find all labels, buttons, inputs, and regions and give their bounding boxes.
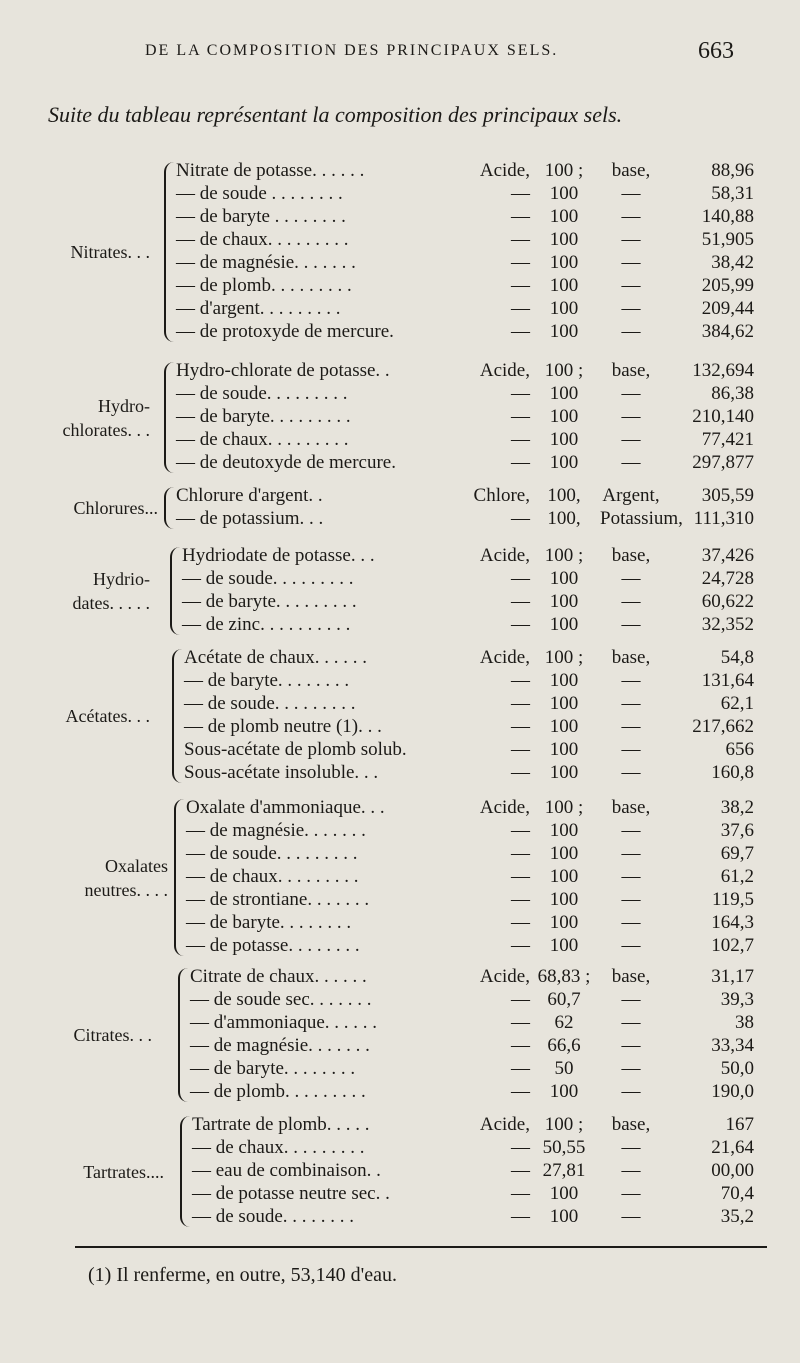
table-row — [0, 383, 800, 406]
table-row — [0, 452, 800, 475]
salt-name: — de soude. . . . . . . . . — [184, 693, 356, 714]
acid-value: 50 — [554, 1058, 574, 1079]
acid-value: 60,7 — [547, 989, 581, 1010]
base-value: 69,7 — [720, 843, 754, 864]
base-value: 164,3 — [711, 912, 754, 933]
table-row — [0, 183, 800, 206]
acid-value: 100 — [549, 912, 579, 933]
acid-value: 50,55 — [542, 1137, 586, 1158]
salt-name: — de chaux. . . . . . . . . — [192, 1137, 365, 1158]
acid-label: Chlore, — [473, 485, 530, 506]
salt-name: Sous-acétate de plomb solub. — [184, 739, 407, 760]
acid-value: 100 — [549, 716, 579, 737]
acid-label: — — [511, 935, 530, 956]
table-row — [0, 429, 800, 452]
table-row — [0, 1035, 800, 1058]
acid-label: — — [511, 508, 530, 529]
salt-name: — de potasse neutre sec. . — [192, 1183, 390, 1204]
group-label: Chlorures... — [73, 498, 158, 518]
salt-name: — de deutoxyde de mercure. — [176, 452, 396, 473]
table-row — [0, 989, 800, 1012]
acid-value: 100 — [549, 183, 579, 204]
acid-value: 100 ; — [544, 647, 584, 668]
base-label: — — [621, 1206, 641, 1227]
table-row — [0, 275, 800, 298]
base-value: 656 — [725, 739, 754, 760]
salt-name: — de magnésie. . . . . . . — [190, 1035, 370, 1056]
base-value: 111,310 — [693, 508, 754, 529]
acid-value: 100 ; — [544, 797, 584, 818]
table-row — [0, 206, 800, 229]
acid-value: 100 ; — [544, 545, 584, 566]
acid-label: — — [511, 843, 530, 864]
base-label: — — [621, 183, 641, 204]
base-value: 297,877 — [692, 452, 754, 473]
base-value: 38 — [735, 1012, 754, 1033]
base-label: base, — [611, 545, 651, 566]
base-value: 384,62 — [701, 321, 754, 342]
base-label: — — [621, 383, 641, 404]
acid-value: 100 — [549, 406, 579, 427]
base-label: — — [621, 820, 641, 841]
salt-name: — de soude. . . . . . . . — [192, 1206, 355, 1227]
base-value: 167 — [725, 1114, 754, 1135]
acid-label: — — [511, 889, 530, 910]
base-label: — — [621, 1035, 641, 1056]
acid-label: — — [511, 452, 530, 473]
base-label: — — [621, 1137, 641, 1158]
base-label: — — [621, 716, 641, 737]
acid-label: — — [511, 1081, 530, 1102]
table-row — [0, 568, 800, 591]
base-value: 70,4 — [720, 1183, 754, 1204]
salt-name: — de potassium. . . — [176, 508, 324, 529]
base-value: 61,2 — [720, 866, 754, 887]
salt-name: — de baryte. . . . . . . . . — [182, 591, 357, 612]
table-row — [0, 820, 800, 843]
base-label: — — [621, 843, 641, 864]
base-value: 102,7 — [711, 935, 754, 956]
base-label: — — [621, 912, 641, 933]
base-label: Potassium, — [600, 508, 683, 529]
salt-name: Oxalate d'ammoniaque. . . — [186, 797, 385, 818]
base-value: 190,0 — [711, 1081, 754, 1102]
table-row — [0, 966, 800, 989]
base-value: 54,8 — [720, 647, 754, 668]
base-label: base, — [611, 1114, 651, 1135]
acid-label: — — [511, 591, 530, 612]
group-label: Hydro- chlorates. . . — [62, 396, 150, 440]
salt-name: Tartrate de plomb. . . . . — [192, 1114, 370, 1135]
acid-label: Acide, — [479, 797, 530, 818]
base-value: 62,1 — [720, 693, 754, 714]
base-label: — — [621, 1058, 641, 1079]
table-row — [0, 912, 800, 935]
salt-name: — de chaux. . . . . . . . . — [176, 429, 349, 450]
footnote: (1) Il renferme, en outre, 53,140 d'eau. — [88, 1264, 398, 1286]
group-label: Oxalates neutres. . . . — [84, 856, 168, 900]
salt-name: — d'argent. . . . . . . . . — [176, 298, 341, 319]
acid-value: 100 — [549, 298, 579, 319]
salt-name: — de soude sec. . . . . . . — [190, 989, 372, 1010]
salt-name: — de strontiane. . . . . . . — [186, 889, 370, 910]
acid-label: — — [511, 568, 530, 589]
acid-label: — — [511, 614, 530, 635]
acid-label: — — [511, 670, 530, 691]
footnote-rule — [75, 1246, 767, 1248]
group-label: Tartrates.... — [83, 1162, 164, 1182]
acid-label: — — [511, 1206, 530, 1227]
acid-value: 100 — [549, 739, 579, 760]
acid-value: 100 — [549, 693, 579, 714]
acid-value: 100, — [547, 485, 581, 506]
base-label: — — [621, 693, 641, 714]
table-row — [0, 485, 800, 508]
table-row — [0, 647, 800, 670]
base-label: — — [621, 568, 641, 589]
acid-value: 100 — [549, 1206, 579, 1227]
acid-label: — — [511, 383, 530, 404]
base-value: 35,2 — [720, 1206, 754, 1227]
acid-label: — — [511, 406, 530, 427]
acid-label: — — [511, 321, 530, 342]
base-label: base, — [611, 797, 651, 818]
base-label: — — [621, 1183, 641, 1204]
base-value: 31,17 — [711, 966, 754, 987]
page-header — [0, 38, 800, 68]
base-value: 132,694 — [692, 360, 754, 381]
base-value: 00,00 — [711, 1160, 754, 1181]
acid-label: — — [511, 989, 530, 1010]
acid-label: — — [511, 820, 530, 841]
acid-value: 100 — [549, 820, 579, 841]
base-label: base, — [611, 966, 651, 987]
base-value: 32,352 — [701, 614, 754, 635]
salt-name: — de baryte. . . . . . . . — [184, 670, 350, 691]
base-label: — — [621, 591, 641, 612]
table-row — [0, 614, 800, 637]
salt-name: — de soude. . . . . . . . . — [186, 843, 358, 864]
base-label: — — [621, 252, 641, 273]
acid-value: 100 — [549, 591, 579, 612]
table-row — [0, 797, 800, 820]
acid-label: — — [511, 206, 530, 227]
acid-value: 100 — [549, 452, 579, 473]
acid-label: Acide, — [479, 360, 530, 381]
acid-value: 100 — [549, 889, 579, 910]
base-label: base, — [611, 647, 651, 668]
table-row — [0, 1206, 800, 1229]
acid-label: — — [511, 429, 530, 450]
base-value: 205,99 — [701, 275, 754, 296]
base-value: 38,2 — [720, 797, 754, 818]
base-label: base, — [611, 160, 651, 181]
acid-label: — — [511, 275, 530, 296]
acid-value: 100 — [549, 429, 579, 450]
base-value: 51,905 — [701, 229, 754, 250]
base-value: 86,38 — [711, 383, 754, 404]
table-row — [0, 1081, 800, 1104]
acid-value: 100 — [549, 866, 579, 887]
table-row — [0, 1183, 800, 1206]
acid-value: 100 ; — [544, 1114, 584, 1135]
group-label: Nitrates. . . — [70, 242, 150, 262]
base-label: — — [621, 935, 641, 956]
table-row — [0, 508, 800, 531]
salt-name: — de magnésie. . . . . . . — [186, 820, 366, 841]
salt-name: Sous-acétate insoluble. . . — [184, 762, 379, 783]
base-label: — — [621, 989, 641, 1010]
table-row — [0, 1137, 800, 1160]
base-value: 58,31 — [711, 183, 754, 204]
acid-value: 68,83 ; — [537, 966, 591, 987]
acid-label: — — [511, 183, 530, 204]
base-value: 21,64 — [711, 1137, 754, 1158]
acid-value: 100 — [549, 321, 579, 342]
acid-value: 100 — [549, 206, 579, 227]
table-row — [0, 321, 800, 344]
base-label: — — [621, 229, 641, 250]
acid-label: Acide, — [479, 647, 530, 668]
salt-name: Citrate de chaux. . . . . . — [190, 966, 367, 987]
base-value: 60,622 — [701, 591, 754, 612]
base-value: 38,42 — [711, 252, 754, 273]
table-row — [0, 1012, 800, 1035]
acid-value: 100 — [549, 383, 579, 404]
acid-value: 100 — [549, 843, 579, 864]
salt-name: — de magnésie. . . . . . . — [176, 252, 356, 273]
table-row — [0, 229, 800, 252]
table-row — [0, 693, 800, 716]
salt-name: — de protoxyde de mercure. — [176, 321, 394, 342]
group-label: Hydrio- dates. . . . . — [72, 569, 150, 613]
acid-label: Acide, — [479, 966, 530, 987]
salt-name: — d'ammoniaque. . . . . . — [190, 1012, 378, 1033]
salt-name: — de zinc. . . . . . . . . . — [182, 614, 351, 635]
base-label: — — [621, 406, 641, 427]
salt-name: — de soude. . . . . . . . . — [176, 383, 348, 404]
acid-value: 100 ; — [544, 360, 584, 381]
table-row — [0, 252, 800, 275]
acid-value: 100 — [549, 1081, 579, 1102]
base-label: — — [621, 1160, 641, 1181]
acid-value: 100 — [549, 568, 579, 589]
group-label: Acétates. . . — [65, 706, 150, 726]
acid-value: 100 — [549, 670, 579, 691]
base-label: base, — [611, 360, 651, 381]
base-value: 24,728 — [701, 568, 754, 589]
salt-name: — de chaux. . . . . . . . . — [176, 229, 349, 250]
salt-name: — eau de combinaison. . — [192, 1160, 381, 1181]
acid-label: — — [511, 762, 530, 783]
table-row — [0, 545, 800, 568]
salt-name: — de plomb neutre (1). . . — [184, 716, 382, 737]
acid-label: — — [511, 716, 530, 737]
acid-label: Acide, — [479, 1114, 530, 1135]
acid-label: — — [511, 1012, 530, 1033]
table-row — [0, 1114, 800, 1137]
base-label: — — [621, 321, 641, 342]
acid-label: — — [511, 298, 530, 319]
table-row — [0, 160, 800, 183]
acid-value: 100 — [549, 275, 579, 296]
base-value: 210,140 — [692, 406, 754, 427]
acid-label: — — [511, 1183, 530, 1204]
table-row — [0, 739, 800, 762]
acid-value: 66,6 — [547, 1035, 581, 1056]
acid-label: — — [511, 912, 530, 933]
acid-label: — — [511, 866, 530, 887]
salt-name: — de plomb. . . . . . . . . — [190, 1081, 366, 1102]
salt-name: Acétate de chaux. . . . . . — [184, 647, 368, 668]
table-row — [0, 360, 800, 383]
base-value: 305,59 — [701, 485, 754, 506]
table-subtitle: Suite du tableau représentant la composition des principaux sels. — [48, 102, 623, 127]
base-label: — — [621, 670, 641, 691]
salt-name: — de baryte. . . . . . . . — [186, 912, 352, 933]
base-value: 50,0 — [720, 1058, 754, 1079]
salt-name: — de soude . . . . . . . . — [176, 183, 343, 204]
salt-name: Nitrate de potasse. . . . . . — [176, 160, 365, 181]
group-label: Citrates. . . — [73, 1025, 152, 1045]
base-label: — — [621, 429, 641, 450]
acid-label: — — [511, 1137, 530, 1158]
acid-value: 100 — [549, 614, 579, 635]
base-label: — — [621, 1081, 641, 1102]
table-row — [0, 406, 800, 429]
base-label: — — [621, 1012, 641, 1033]
base-label: — — [621, 889, 641, 910]
running-title: DE LA COMPOSITION DES PRINCIPAUX SELS. — [145, 42, 559, 59]
base-label: — — [621, 298, 641, 319]
base-label: — — [621, 762, 641, 783]
acid-label: — — [511, 1058, 530, 1079]
acid-label: — — [511, 1035, 530, 1056]
acid-label: Acide, — [479, 545, 530, 566]
table-row — [0, 591, 800, 614]
base-value: 140,88 — [701, 206, 754, 227]
table-row — [0, 670, 800, 693]
base-value: 37,426 — [701, 545, 754, 566]
acid-label: Acide, — [479, 160, 530, 181]
base-label: — — [621, 452, 641, 473]
base-value: 131,64 — [701, 670, 754, 691]
acid-value: 100 — [549, 935, 579, 956]
acid-label: — — [511, 739, 530, 760]
acid-value: 62 — [554, 1012, 574, 1033]
base-value: 37,6 — [720, 820, 754, 841]
table-row — [0, 298, 800, 321]
acid-label: — — [511, 229, 530, 250]
salt-name: — de baryte . . . . . . . . — [176, 206, 346, 227]
acid-value: 100, — [547, 508, 581, 529]
page-number: 663 — [698, 38, 734, 64]
table-row — [0, 889, 800, 912]
salt-name: — de baryte. . . . . . . . . — [176, 406, 351, 427]
base-label: — — [621, 206, 641, 227]
salt-name: — de chaux. . . . . . . . . — [186, 866, 359, 887]
salt-name: — de plomb. . . . . . . . . — [176, 275, 352, 296]
table-row — [0, 935, 800, 958]
salt-name: Chlorure d'argent. . — [176, 485, 323, 506]
table-row — [0, 716, 800, 739]
acid-value: 100 ; — [544, 160, 584, 181]
base-label: — — [621, 739, 641, 760]
acid-label: — — [511, 693, 530, 714]
acid-value: 100 — [549, 1183, 579, 1204]
salt-name: Hydriodate de potasse. . . — [182, 545, 375, 566]
table-row — [0, 843, 800, 866]
base-label: — — [621, 866, 641, 887]
table-row — [0, 1058, 800, 1081]
base-value: 160,8 — [711, 762, 754, 783]
base-label: — — [621, 275, 641, 296]
table-row — [0, 866, 800, 889]
base-value: 217,662 — [692, 716, 754, 737]
base-label: — — [621, 614, 641, 635]
base-value: 209,44 — [701, 298, 754, 319]
acid-label: — — [511, 252, 530, 273]
acid-value: 100 — [549, 229, 579, 250]
salt-name: — de potasse. . . . . . . . — [186, 935, 360, 956]
salt-name: — de soude. . . . . . . . . — [182, 568, 354, 589]
acid-label: — — [511, 1160, 530, 1181]
salt-name: — de baryte. . . . . . . . — [190, 1058, 356, 1079]
table-row — [0, 762, 800, 785]
base-value: 77,421 — [701, 429, 754, 450]
acid-value: 100 — [549, 252, 579, 273]
base-value: 33,34 — [711, 1035, 754, 1056]
base-value: 39,3 — [720, 989, 754, 1010]
base-value: 88,96 — [711, 160, 754, 181]
acid-value: 27,81 — [542, 1160, 586, 1181]
salt-name: Hydro-chlorate de potasse. . — [176, 360, 390, 381]
table-row — [0, 1160, 800, 1183]
base-label: Argent, — [602, 485, 660, 506]
acid-value: 100 — [549, 762, 579, 783]
base-value: 119,5 — [711, 889, 754, 910]
